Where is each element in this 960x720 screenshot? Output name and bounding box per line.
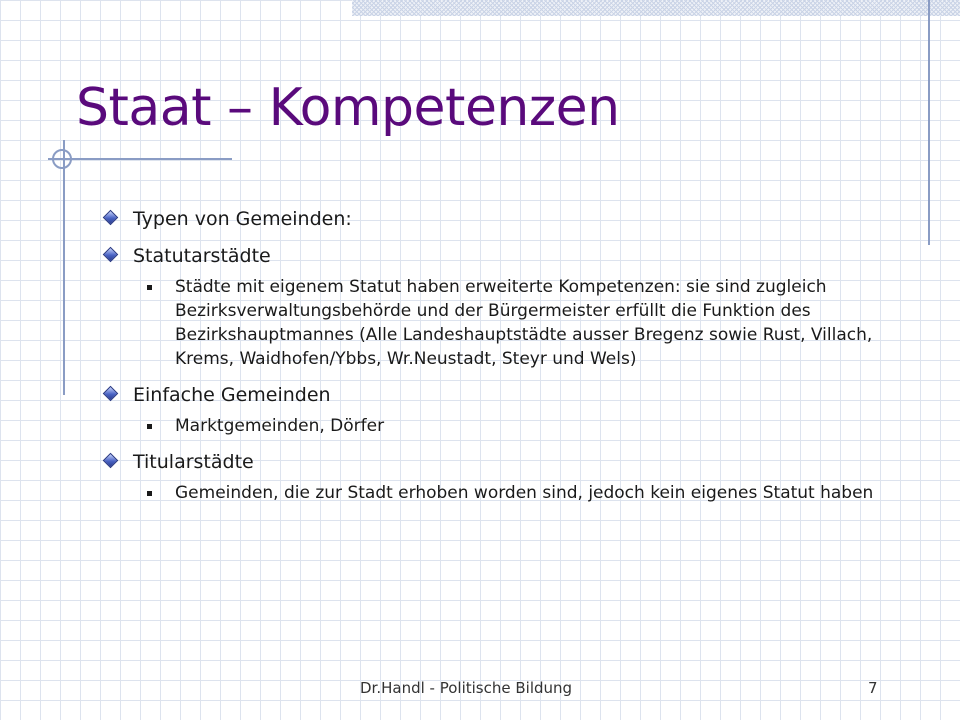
bullet-text: Titularstädte: [133, 451, 254, 473]
bullet-item: [100, 382, 910, 438]
decorative-line-left: [63, 140, 65, 395]
sub-bullet-list: [133, 414, 910, 438]
square-bullet-icon: [147, 424, 152, 429]
sub-bullet-item: [133, 414, 910, 438]
slide-title: Staat – Kompetenzen: [76, 78, 620, 138]
sub-bullet-list: [133, 275, 910, 371]
square-bullet-icon: [147, 285, 152, 290]
decorative-line-right: [928, 0, 930, 245]
diamond-bullet-icon: [103, 386, 119, 402]
sub-bullet-text: Gemeinden, die zur Stadt erhoben worden sind, jedoch kein eigenes Statut haben: [175, 483, 874, 503]
footer-text: Dr.Handl - Politische Bildung: [360, 679, 573, 697]
bullet-text: Einfache Gemeinden: [133, 384, 331, 406]
page-number: 7: [868, 679, 878, 697]
diamond-bullet-icon: [103, 453, 119, 469]
bullet-item: [100, 206, 910, 232]
sub-bullet-item: [133, 481, 910, 505]
bullet-text: Statutarstädte: [133, 245, 271, 267]
sub-bullet-text: Städte mit eigenem Statut haben erweiterte Kompetenzen: sie sind zugleich Bezirksverwaltungsbehörde und der Bürgermeister erfüllt die Funktion des Bezirkshauptmannes (Alle Landeshauptstädte ausser Bregenz sowie Rust, Villach, Krems, Waidhofen/Ybbs, Wr.Neustadt, Steyr und Wels): [175, 277, 873, 369]
bullet-list: [100, 206, 910, 516]
decorative-band: [352, 0, 960, 16]
diamond-bullet-icon: [103, 247, 119, 263]
sub-bullet-list: [133, 481, 910, 505]
bullet-item: [100, 243, 910, 371]
sub-bullet-text: Marktgemeinden, Dörfer: [175, 416, 385, 436]
square-bullet-icon: [147, 491, 152, 496]
diamond-bullet-icon: [103, 210, 119, 226]
sub-bullet-item: [133, 275, 910, 371]
bullet-item: [100, 449, 910, 505]
title-underline: [48, 158, 232, 160]
circle-ornament-icon: [52, 149, 72, 169]
bullet-text: Typen von Gemeinden:: [133, 208, 352, 230]
